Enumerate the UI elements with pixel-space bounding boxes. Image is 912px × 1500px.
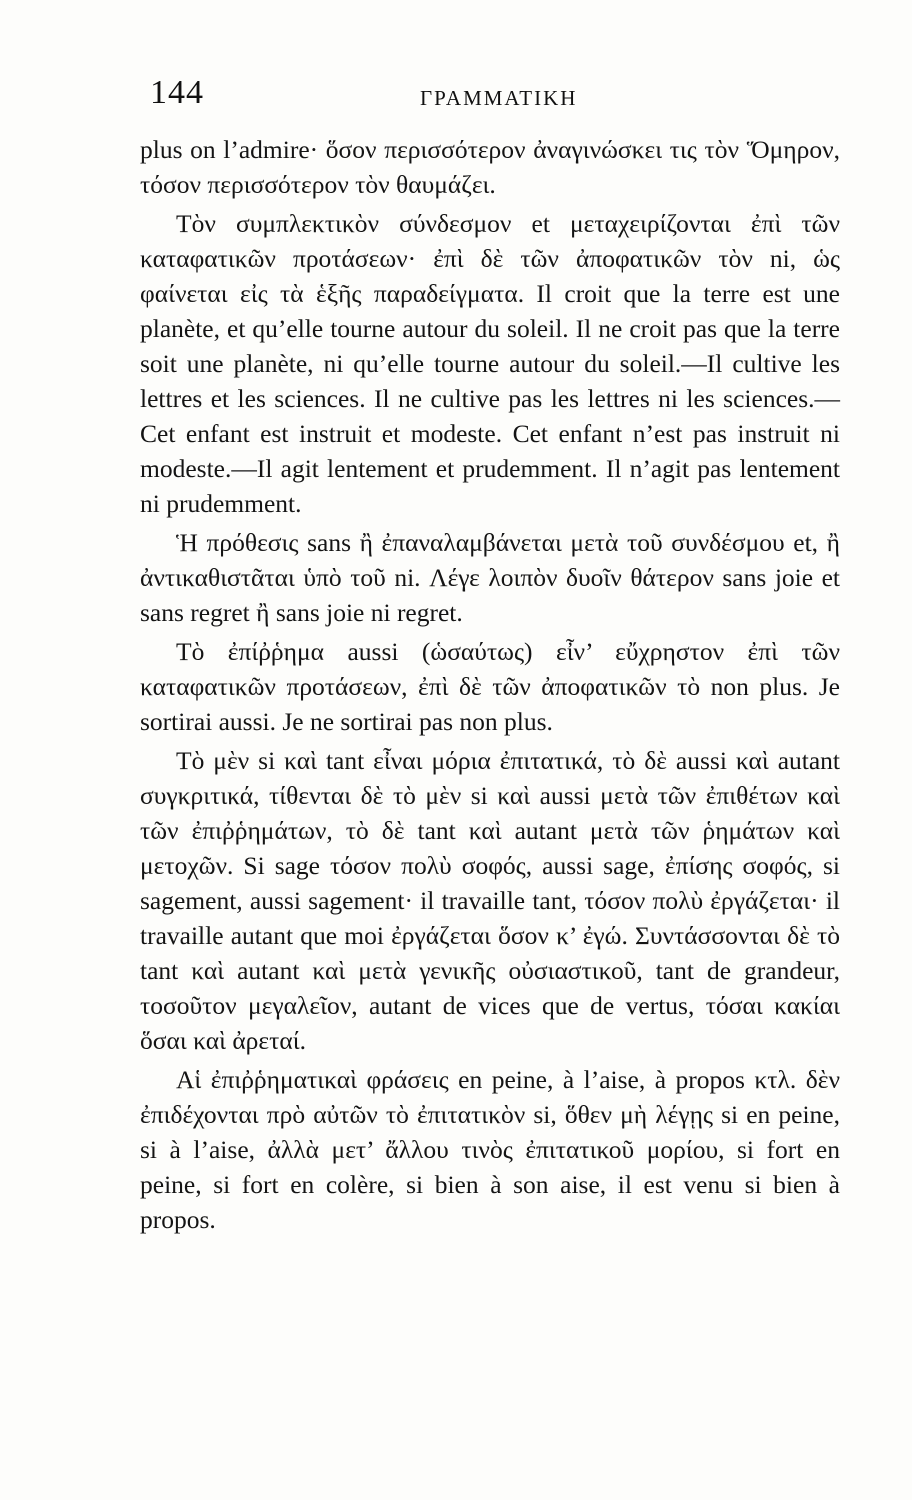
paragraph: Τὸ ἐπίῤῥημα aussi (ὡσαύτως) εἶν’ εὔχρηστον ἐπὶ τῶν καταφατικῶν προτάσεων, ἐπὶ δὲ τῶν ἀποφατικῶν τὸ non plus. Je sortirai aussi. Je ne sortirai pas non plus.: [140, 637, 840, 736]
body-text: [140, 132, 840, 1241]
paragraph: Ἡ πρόθεσις sans ἢ ἐπαναλαμβάνεται μετὰ τοῦ συνδέσμου et, ἢ ἀντικαθιστᾶται ὑπὸ τοῦ ni. Λέγε λοιπὸν δυοῖν θάτερον sans joie et sans regret ἢ sans joie ni regret.: [140, 528, 840, 627]
paragraph: Τὸ μὲν si καὶ tant εἶναι μόρια ἐπιτατικά, τὸ δὲ aussi καὶ autant συγκριτικά, τίθενται δὲ τὸ μὲν si καὶ aussi μετὰ τῶν ἐπιθέτων καὶ τῶν ἐπιῤῥημάτων, τὸ δὲ tant καὶ autant μετὰ τῶν ῥημάτων καὶ μετοχῶν. Si sage τόσον πολὺ σοφός, aussi sage, ἐπίσης σοφός, si sagement, aussi sagement· il travaille tant, τόσον πολὺ ἐργάζεται· il travaille autant que moi ἐργάζεται ὅσον κ’ ἐγώ. Συντάσσονται δὲ τὸ tant καὶ autant καὶ μετὰ γενικῆς οὐσιαστικοῦ, tant de grandeur, τοσοῦτον μεγαλεῖον, autant de vices que de vertus, τόσαι κακίαι ὅσαι καὶ ἀρεταί.: [140, 746, 840, 1055]
paragraph: Τὸν συμπλεκτικὸν σύνδεσμον et μεταχειρίζονται ἐπὶ τῶν καταφατικῶν προτάσεων· ἐπὶ δὲ τῶν ἀποφατικῶν τὸν ni, ὡς φαίνεται εἰς τὰ ἑξῆς παραδείγματα. Il croit que la terre est une planète, et qu’elle tourne autour du soleil. Il ne croit pas que la terre soit une planète, ni qu’elle tourne autour du soleil.—Il cultive les lettres et les sciences. Il ne cultive pas les lettres ni les sciences.—Cet enfant est instruit et modeste. Cet enfant n’est pas instruit ni modeste.—Il agit lentement et prudemment. Il n’agit pas lentement ni prudemment.: [140, 209, 840, 518]
paragraph: Αἱ ἐπιῤῥηματικαὶ φράσεις en peine, à l’aise, à propos κτλ. δὲν ἐπιδέχονται πρὸ αὐτῶν τὸ ἐπιτατικὸν si, ὅθεν μὴ λέγῃς si en peine, si à l’aise, ἀλλὰ μετ’ ἄλλου τινὸς ἐπιτατικοῦ μορίου, si fort en peine, si fort en colère, si bien à son aise, il est venu si bien à propos.: [140, 1065, 840, 1234]
running-head: ΓΡΑΜΜΑΤΙΚΗ: [420, 86, 578, 110]
page-number: 144: [150, 74, 204, 111]
paragraph: plus on l’admire· ὅσον περισσότερον ἀναγινώσκει τις τὸν Ὅμηρον, τόσον περισσότερον τὸν θαυμάζει.: [140, 135, 840, 199]
